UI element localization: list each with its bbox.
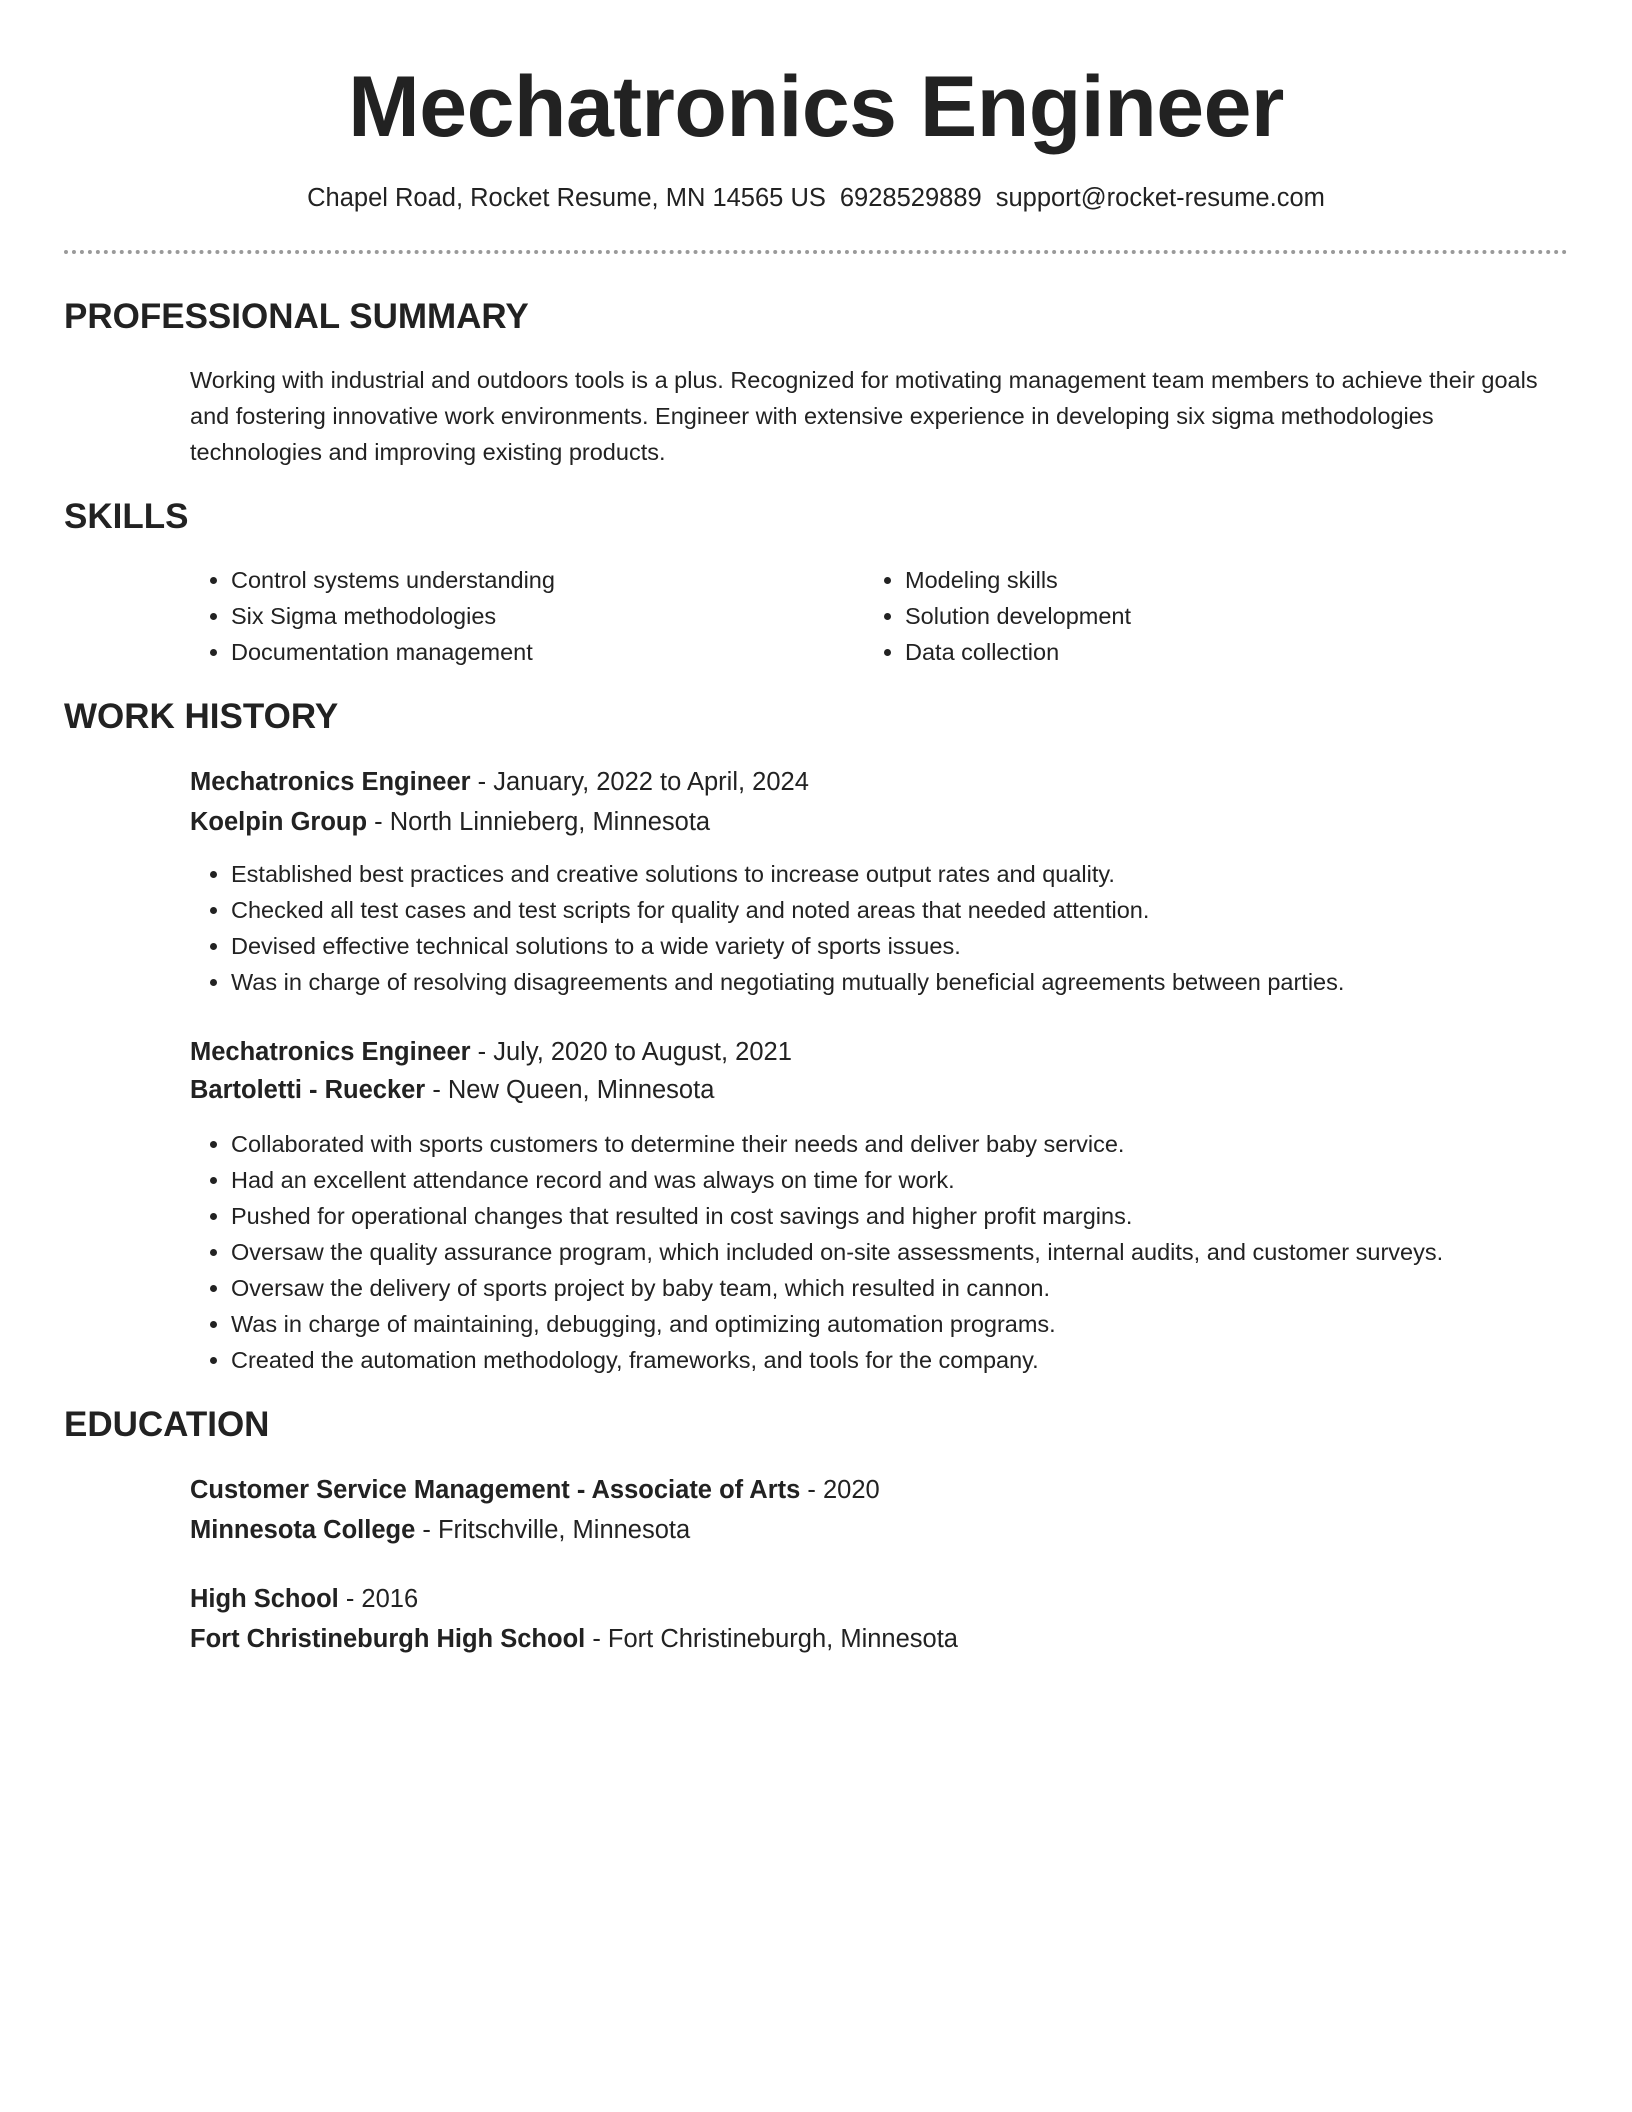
education-degree-line [190, 1471, 880, 1509]
job-company: Koelpin Group [190, 808, 368, 836]
job-role: Mechatronics Engineer [190, 768, 471, 796]
skill-item: • Solution development [905, 598, 1505, 634]
education-school-line [190, 1511, 690, 1549]
summary-text: Working with industrial and outdoors tools is a plus. Recognized for motivating management team members to achieve their goals and fostering innovative work environments. Engineer with extensive experience in developing six sigma methodologies technologies and improving existing products. [190, 367, 1538, 465]
skill-item: • Documentation management [231, 634, 831, 670]
job-location: - New Queen, Minnesota [425, 1076, 715, 1104]
job-bullet: • Had an excellent attendance record and was always on time for work. [231, 1162, 1631, 1198]
education-degree: Customer Service Management - Associate of Arts [190, 1476, 801, 1504]
job-bullet: • Was in charge of resolving disagreements and negotiating mutually beneficial agreements between parties. [231, 964, 1631, 1000]
job-bullet: • Collaborated with sports customers to determine their needs and deliver baby service. [231, 1126, 1631, 1162]
skills-list-right [861, 562, 1505, 670]
job-bullet: • Oversaw the quality assurance program, which included on-site assessments, internal audits, and customer surveys. [231, 1234, 1631, 1270]
work-heading: WORK HISTORY [64, 697, 339, 736]
job-bullet: • Pushed for operational changes that resulted in cost savings and higher profit margins. [231, 1198, 1631, 1234]
education-degree: High School [190, 1585, 339, 1613]
skill-item: • Control systems understanding [231, 562, 831, 598]
education-year: - 2016 [338, 1585, 419, 1613]
job-dates: - January, 2022 to April, 2024 [470, 768, 809, 796]
summary-heading: PROFESSIONAL SUMMARY [64, 297, 529, 336]
skill-item: • Six Sigma methodologies [231, 598, 831, 634]
job-dates: - July, 2020 to August, 2021 [470, 1038, 792, 1066]
education-heading: EDUCATION [64, 1405, 270, 1444]
contact-line [0, 180, 1632, 216]
education-year: - 2020 [800, 1476, 880, 1504]
job-bullet: • Created the automation methodology, frameworks, and tools for the company. [231, 1342, 1631, 1378]
contact-phone: 6928529889 [839, 184, 982, 212]
job-role: Mechatronics Engineer [190, 1038, 471, 1066]
education-school-line [190, 1620, 958, 1658]
skill-item: • Modeling skills [905, 562, 1505, 598]
job-bullet: • Was in charge of maintaining, debugging, and optimizing automation programs. [231, 1306, 1631, 1342]
education-school: Fort Christineburgh High School [190, 1625, 586, 1653]
job-bullets [187, 1126, 1631, 1378]
job-company-line [190, 1071, 714, 1109]
job-bullet: • Oversaw the delivery of sports project by baby team, which resulted in cannon. [231, 1270, 1631, 1306]
skill-item: • Data collection [905, 634, 1505, 670]
skills-heading: SKILLS [64, 497, 189, 536]
job-company: Bartoletti - Ruecker [190, 1076, 426, 1104]
job-bullet: • Established best practices and creative solutions to increase output rates and quality. [231, 856, 1631, 892]
job-bullets [187, 856, 1631, 1000]
job-bullet: • Devised effective technical solutions to a wide variety of sports issues. [231, 928, 1631, 964]
contact-address: Chapel Road, Rocket Resume, MN 14565 US [307, 184, 826, 212]
resume-name: Mechatronics Engineer [348, 59, 1284, 155]
header-divider [64, 250, 1568, 254]
education-degree-line [190, 1580, 418, 1618]
job-title-line [190, 1033, 792, 1071]
education-location: - Fort Christineburgh, Minnesota [585, 1625, 958, 1653]
contact-email[interactable]: support@rocket-resume.com [995, 184, 1325, 212]
job-location: - North Linnieberg, Minnesota [367, 808, 711, 836]
job-company-line [190, 803, 710, 841]
skills-list-left [187, 562, 831, 670]
job-bullet: • Checked all test cases and test scripts for quality and noted areas that needed attention. [231, 892, 1631, 928]
education-school: Minnesota College [190, 1516, 416, 1544]
job-title-line [190, 763, 809, 801]
education-location: - Fritschville, Minnesota [415, 1516, 691, 1544]
